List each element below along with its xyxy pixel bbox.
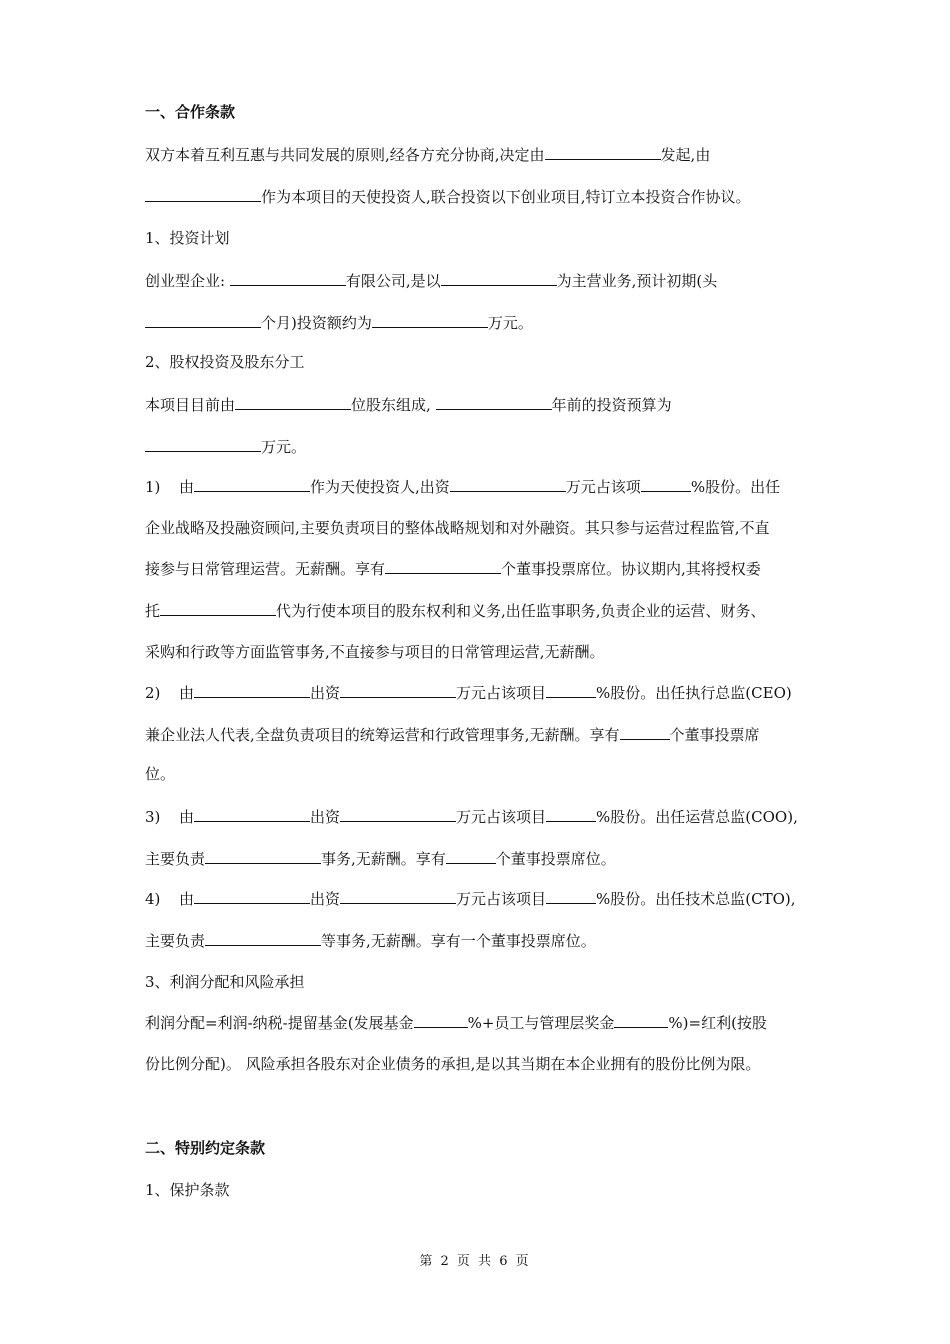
item1-line5: 采购和行政等方面监管事务,不直接参与项目的日常管理运营,无薪酬。 xyxy=(145,643,605,661)
equity-line2: 万元。 xyxy=(145,436,306,457)
item1-line4: 托 代为行使本项目的股东权利和义务,出任监事职务,负责企业的运营、财务、 xyxy=(145,602,766,620)
equity-line1: 本项目目前由 位股东组成, 年前的投资预算为 xyxy=(145,396,672,414)
sub3-title: 3、利润分配和风险承担 xyxy=(145,973,305,991)
section2-title: 二、特别约定条款 xyxy=(145,1139,266,1157)
item1-line1: 1) 由 作为天使投资人,出资 万元占该项 %股份。出任 xyxy=(145,478,781,496)
blank-item3-duty[interactable] xyxy=(205,848,321,864)
paragraph-intro-line2: 作为本项目的天使投资人,联合投资以下创业项目,特订立本投资合作协议。 xyxy=(145,186,751,207)
blank-years[interactable] xyxy=(436,394,552,410)
blank-item4-duty[interactable] xyxy=(205,930,321,946)
blank-item3-capital[interactable] xyxy=(340,806,456,822)
blank-item2-capital[interactable] xyxy=(340,682,456,698)
profit-line2: 份比例分配)。 风险承担各股东对企业债务的承担,是以其当期在本企业拥有的股份比例为限。 xyxy=(145,1055,761,1073)
item2-line3: 位。 xyxy=(145,765,176,783)
blank-item1-capital[interactable] xyxy=(450,476,566,492)
blank-months[interactable] xyxy=(145,312,261,328)
item2-line1: 2) 由 出资 万元占该项目 %股份。出任执行总监(CEO) xyxy=(145,684,792,702)
blank-item1-name[interactable] xyxy=(194,476,310,492)
profit-line1: 利润分配=利润-纳税-提留基金(发展基金 %+员工与管理层奖金 %)=红利(按股 xyxy=(145,1014,767,1032)
blank-item1-seats[interactable] xyxy=(385,558,501,574)
blank-investment-amount[interactable] xyxy=(372,312,488,328)
blank-item3-name[interactable] xyxy=(194,806,310,822)
blank-item3-percent[interactable] xyxy=(546,806,596,822)
item1-line2: 企业战略及投融资顾问,主要负责项目的整体战略规划和对外融资。其只参与运营过程监管,不直 xyxy=(145,519,770,537)
section1-title: 一、合作条款 xyxy=(145,103,236,121)
blank-company-name[interactable] xyxy=(230,270,346,286)
paragraph-intro-line1: 双方本着互利互惠与共同发展的原则,经各方充分协商,决定由 发起,由 xyxy=(145,146,711,164)
item2-line2: 兼企业法人代表,全盘负责项目的统筹运营和行政管理事务,无薪酬。享有 个董事投票席 xyxy=(145,726,760,744)
blank-item2-percent[interactable] xyxy=(546,682,596,698)
blank-shareholder-count[interactable] xyxy=(235,394,351,410)
investment-plan-line1: 创业型企业: 有限公司,是以 为主营业务,预计初期(头 xyxy=(145,272,718,290)
blank-item1-percent[interactable] xyxy=(641,476,691,492)
blank-item4-percent[interactable] xyxy=(546,888,596,904)
sub1-title: 1、投资计划 xyxy=(145,229,230,247)
page-number: 第 2 页 共 6 页 xyxy=(419,1254,531,1269)
blank-item1-proxy[interactable] xyxy=(160,600,276,616)
blank-item2-seats[interactable] xyxy=(620,724,670,740)
blank-item4-capital[interactable] xyxy=(340,888,456,904)
blank-item3-seats[interactable] xyxy=(446,848,496,864)
blank-budget[interactable] xyxy=(145,436,261,452)
blank-main-business[interactable] xyxy=(441,270,557,286)
section2-sub1-title: 1、保护条款 xyxy=(145,1181,230,1199)
item4-line2: 主要负责 等事务,无薪酬。享有一个董事投票席位。 xyxy=(145,932,596,950)
blank-item4-name[interactable] xyxy=(194,888,310,904)
item3-line1: 3) 由 出资 万元占该项目 %股份。出任运营总监(COO), xyxy=(145,808,798,826)
blank-angel-investor[interactable] xyxy=(145,186,261,202)
blank-development-fund[interactable] xyxy=(414,1012,468,1028)
item4-line1: 4) 由 出资 万元占该项目 %股份。出任技术总监(CTO), xyxy=(145,890,796,908)
item1-line3: 接参与日常管理运营。无薪酬。享有 个董事投票席位。协议期内,其将授权委 xyxy=(145,560,761,578)
item3-line2: 主要负责 事务,无薪酬。享有 个董事投票席位。 xyxy=(145,850,616,868)
sub2-title: 2、股权投资及股东分工 xyxy=(145,353,305,371)
blank-initiator[interactable] xyxy=(545,144,661,160)
blank-item2-name[interactable] xyxy=(194,682,310,698)
investment-plan-line2: 个月)投资额约为 万元。 xyxy=(145,312,533,333)
blank-staff-bonus[interactable] xyxy=(614,1012,668,1028)
